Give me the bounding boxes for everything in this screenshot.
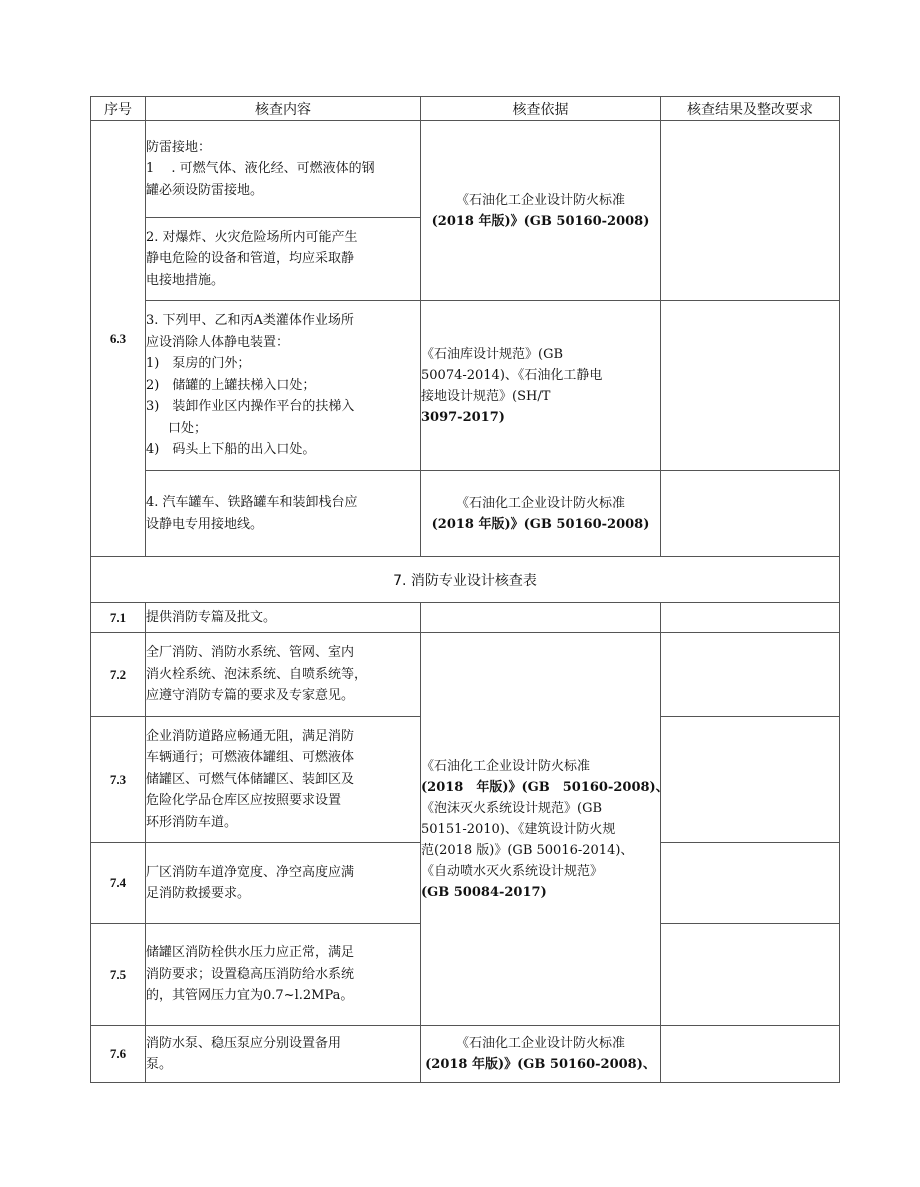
content-line: 2) 储罐的上罐扶梯入口处； [146,377,316,393]
result-cell[interactable] [661,603,840,633]
header-row [91,97,840,121]
content-line: 储罐区、可燃气体储罐区、装卸区及 [146,771,355,787]
basis-line: (2018 年版)》(GB 50160-2008)、 [421,779,669,795]
table-row [91,471,840,557]
result-cell[interactable] [661,633,840,717]
content-line: 泵。 [146,1057,173,1072]
basis-cell [421,301,661,471]
basis-cell [421,603,661,633]
content-line: 静电危险的设备和管道，均应采取静 [146,251,355,267]
basis-line: (2018 年版)》(GB 50160-2008) [431,213,650,229]
result-cell[interactable] [661,843,840,924]
content-line: 厂区消防车道净宽度、净空高度应满 [146,864,355,880]
content-line: 4) 码头上下船的出入口处。 [146,442,316,458]
row-number: 7.5 [91,924,146,1026]
row-number: 7.1 [91,603,146,633]
content-cell [146,1026,421,1083]
table-row [91,633,840,717]
basis-line: 《石油库设计规范》(GB [421,346,564,362]
content-cell [146,717,421,843]
row-number: 7.2 [91,633,146,717]
basis-line: 50074-2014)、《石油化工静电 [421,367,603,383]
basis-cell [421,1026,661,1083]
basis-line: 《石油化工企业设计防火标准 [421,758,591,774]
content-line: 应遵守消防专篇的要求及专家意见。 [146,688,355,704]
content-line: 3. 下列甲、乙和丙A类灌体作业场所 [146,313,354,329]
basis-cell [421,121,661,301]
table-row [91,603,840,633]
inspection-table [90,96,840,1083]
content-line: 危险化学品仓库区应按照要求设置 [146,793,342,809]
content-line: 提供消防专篇及批文。 [146,609,277,625]
content-line: 2. 对爆炸、火灾危险场所内可能产生 [146,229,358,245]
row-number: 7.6 [91,1026,146,1083]
content-cell [146,924,421,1026]
basis-cell [421,633,669,1026]
row-number: 7.3 [91,717,146,843]
content-line: 车辆通行；可燃液体罐组、可燃液体 [146,750,355,766]
content-cell [146,843,421,924]
section-title: 7. 消防专业设计核查表 [91,557,840,603]
table-row [91,1026,840,1083]
content-line: 罐必须设防雷接地。 [146,182,264,198]
content-line: 消火栓系统、泡沫系统、自喷系统等， [146,666,368,682]
table-row [91,301,840,471]
content-line: 4. 汽车罐车、铁路罐车和装卸栈台应 [146,495,358,510]
content-cell [146,471,421,557]
content-cell [146,633,421,717]
content-line: 设静电专用接地线。 [146,516,264,532]
header-content: 核查内容 [146,97,421,121]
table-row [91,121,840,218]
section-title-row [91,557,840,603]
content-line: 消防要求；设置稳高压消防给水系统 [146,966,355,982]
content-cell [146,603,421,633]
content-line: 全厂消防、消防水系统、管网、室内 [146,645,355,661]
result-cell[interactable] [661,1026,840,1083]
content-line: 消防水泵、稳压泵应分别设置备用 [146,1035,342,1051]
content-line: 的，其管网压力宜为0.7~l.2MPa。 [146,988,354,1004]
basis-line: 《石油化工企业设计防火标准 [455,192,625,208]
basis-line: 《自动喷水灭火系统设计规范》 [421,863,604,879]
content-line: 电接地措施。 [146,272,225,288]
basis-line: 《泡沫灭火系统设计规范》(GB [421,800,603,816]
header-result: 核查结果及整改要求 [661,97,840,121]
basis-line: 3097-2017) [421,409,505,425]
basis-line: (2018 年版)》(GB 50160-2008)、 [425,1057,656,1072]
content-line: 企业消防道路应畅通无阻，满足消防 [146,728,355,744]
row-number: 6.3 [91,121,146,557]
header-seq: 序号 [91,97,146,121]
content-cell [146,121,421,218]
result-cell[interactable] [661,471,840,557]
content-line: 口处； [168,420,208,436]
content-line: 防雷接地： [146,139,212,155]
row-number: 7.4 [91,843,146,924]
basis-line: 50151-2010)、《建筑设计防火规 [421,821,616,837]
basis-cell [421,471,661,557]
basis-line: (2018 年版)》(GB 50160-2008) [431,516,650,532]
result-cell[interactable] [661,301,840,471]
result-cell[interactable] [661,924,840,1026]
basis-line: 《石油化工企业设计防火标准 [455,1036,625,1051]
basis-line: 范(2018 版)》(GB 50016-2014)、 [421,842,634,858]
content-line: 储罐区消防栓供水压力应正常，满足 [146,945,355,961]
content-cell [146,301,421,471]
content-cell [146,218,421,301]
basis-line: 《石油化工企业设计防火标准 [455,495,625,511]
basis-line: 接地设计规范》(SH/T [421,388,551,404]
content-line: 3) 装卸作业区内操作平台的扶梯入 [146,399,355,415]
basis-line: (GB 50084-2017) [421,884,547,900]
content-line: 1) 泵房的门外； [146,356,251,372]
result-cell[interactable] [661,121,840,301]
content-line: 应设消除人体静电装置： [146,334,290,350]
header-basis: 核查依据 [421,97,661,121]
result-cell[interactable] [661,717,840,843]
content-line: 1 . 可燃气体、液化经、可燃液体的钢 [146,161,375,177]
content-line: 足消防救援要求。 [146,886,251,901]
content-line: 环形消防车道。 [146,814,238,830]
